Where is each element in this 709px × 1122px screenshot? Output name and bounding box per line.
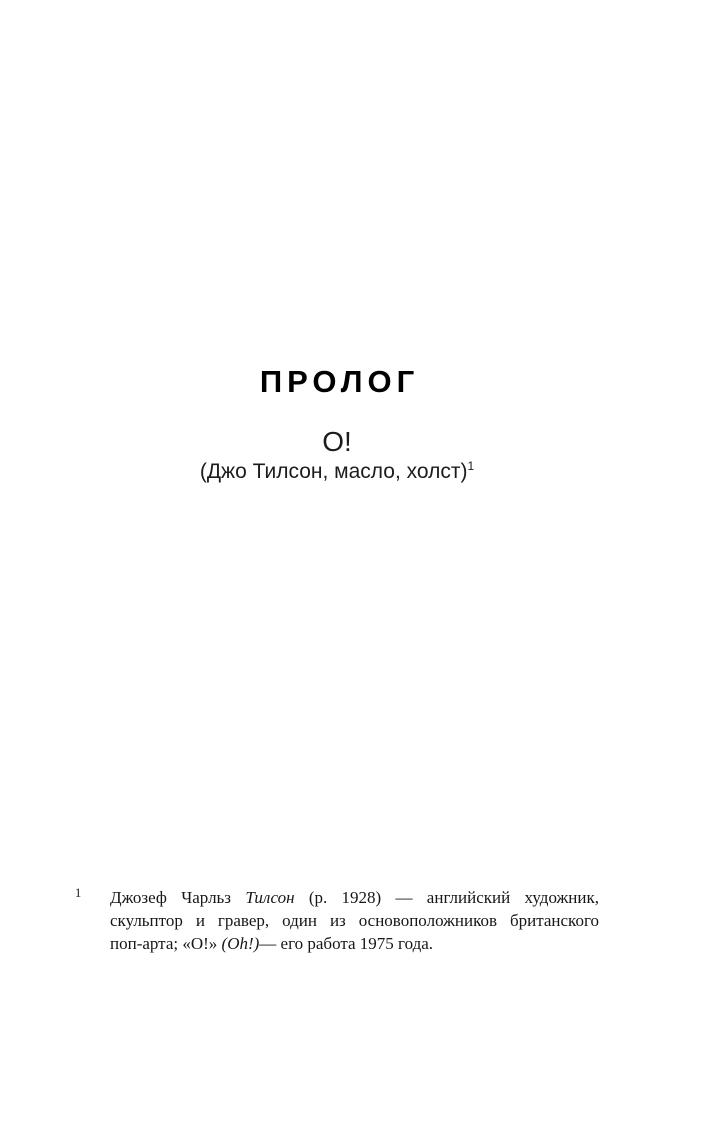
footnote-line (110, 932, 599, 955)
work-title: О! (322, 426, 352, 457)
footnote-segment: (р. 1928) — английский художник, (294, 888, 599, 907)
footnote-marker: 1 (75, 886, 82, 900)
footnote-segment: скульптор и гравер, один из основоположников британского (110, 911, 599, 930)
footnote-block (75, 886, 599, 955)
footnote-text (110, 886, 599, 955)
footnote-segment: Джозеф Чарльз (110, 888, 246, 907)
footnote-ref: 1 (467, 459, 475, 473)
work-subtitle-text: (Джо Тилсон, масло, холст) (199, 460, 468, 483)
footnote-segment-italic: Тилсон (245, 888, 295, 907)
footnote-line (110, 886, 599, 909)
footnote-segment-italic: (Oh!) (221, 934, 260, 953)
content-column (75, 0, 599, 1122)
footnote-segment: — его работа 1975 года. (259, 934, 434, 953)
footnote-segment: поп-арта; «О!» (110, 934, 222, 953)
chapter-heading: ПРОЛОГ (259, 364, 420, 399)
footnote-line (110, 909, 599, 932)
work-subtitle (75, 459, 599, 485)
